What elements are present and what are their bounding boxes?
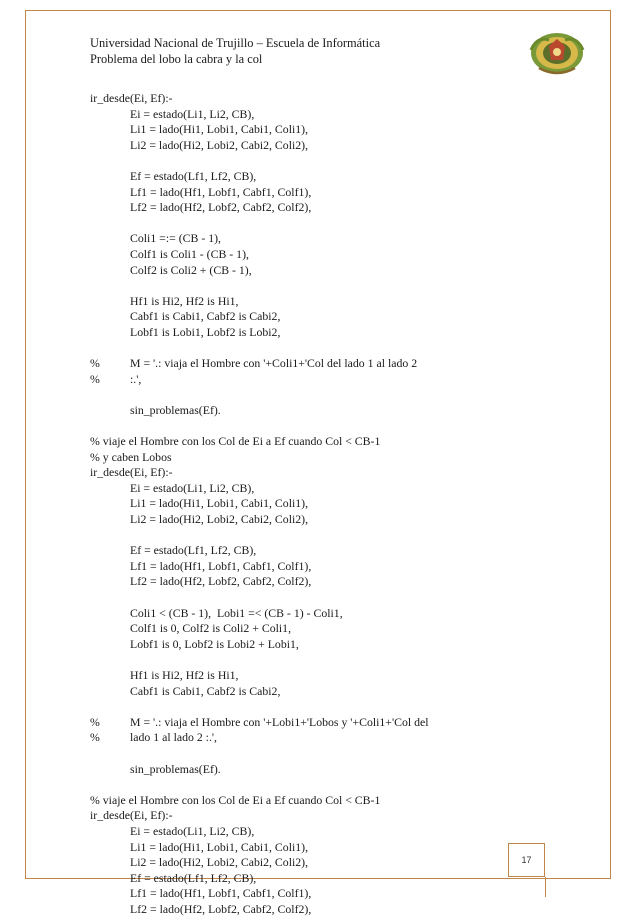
page-number-connector: [545, 877, 546, 897]
code-listing: [90, 91, 550, 917]
commented-line: [90, 715, 550, 731]
code-line: Lf1 = lado(Hf1, Lobf1, Cabf1, Colf1),: [130, 184, 312, 199]
code-line: Colf1 is 0, Colf2 is Coli2 + Coli1,: [130, 621, 292, 636]
code-line: Li1 = lado(Hi1, Lobi1, Cabi1, Coli1),: [130, 496, 309, 511]
code-line: Ef = estado(Lf1, Lf2, CB),: [130, 870, 257, 885]
code-line: Ef = estado(Lf1, Lf2, CB),: [130, 168, 257, 183]
code-line: Coli1 < (CB - 1), Lobi1 =< (CB - 1) - Coli1,: [130, 605, 343, 620]
code-line: Ef = estado(Lf1, Lf2, CB),: [130, 543, 257, 558]
code-line: Li2 = lado(Hi2, Lobi2, Cabi2, Coli2),: [130, 855, 309, 870]
code-line: Lf2 = lado(Hf2, Lobf2, Cabf2, Colf2),: [130, 901, 312, 916]
header-university: Universidad Nacional de Trujillo – Escuela de Informática: [90, 36, 381, 50]
comment-marker: %: [90, 371, 100, 386]
code-line: Colf2 is Coli2 + (CB - 1),: [130, 262, 252, 277]
comment-text: M = '.: viaja el Hombre con '+Coli1+'Col del lado 1 al lado 2: [130, 356, 418, 371]
code-line: Li2 = lado(Hi2, Lobi2, Cabi2, Coli2),: [130, 512, 309, 527]
code-line: Lf1 = lado(Hf1, Lobf1, Cabf1, Colf1),: [130, 886, 312, 901]
clause-head: ir_desde(Ei, Ef):-: [90, 465, 173, 480]
code-line: Cabf1 is Cabi1, Cabf2 is Cabi2,: [130, 309, 281, 324]
code-line: Colf1 is Coli1 - (CB - 1),: [130, 246, 249, 261]
clause-head: ir_desde(Ei, Ef):-: [90, 91, 173, 105]
code-line: Lobf1 is Lobi1, Lobf2 is Lobi2,: [130, 324, 281, 339]
code-line: Li1 = lado(Hi1, Lobi1, Cabi1, Coli1),: [130, 839, 309, 854]
comment-marker: %: [90, 714, 100, 729]
code-line: Lf2 = lado(Hf2, Lobf2, Cabf2, Colf2),: [130, 200, 312, 215]
code-line: Lf1 = lado(Hf1, Lobf1, Cabf1, Colf1),: [130, 558, 312, 573]
code-line: Coli1 =:= (CB - 1),: [130, 231, 221, 246]
comment-marker: %: [90, 730, 100, 745]
page-header: [90, 35, 380, 67]
comment-line: % viaje el Hombre con los Col de Ei a Ef cuando Col < CB-1: [90, 434, 381, 449]
code-line: Hf1 is Hi2, Hf2 is Hi1,: [130, 293, 239, 308]
code-line: Cabf1 is Cabi1, Cabf2 is Cabi2,: [130, 683, 281, 698]
comment-text: :.',: [130, 371, 142, 386]
comment-text: M = '.: viaja el Hombre con '+Lobi1+'Lobos y '+Coli1+'Col del: [130, 714, 429, 729]
code-line: Ei = estado(Li1, Li2, CB),: [130, 823, 255, 838]
header-title: Problema del lobo la cabra y la col: [90, 52, 263, 66]
code-line: Lobf1 is 0, Lobf2 is Lobi2 + Lobi1,: [130, 636, 299, 651]
code-line: Li1 = lado(Hi1, Lobi1, Cabi1, Coli1),: [130, 122, 309, 137]
clause-head: ir_desde(Ei, Ef):-: [90, 808, 173, 823]
code-line: Ei = estado(Li1, Li2, CB),: [130, 106, 255, 121]
page-number: 17: [508, 843, 545, 877]
comment-marker: %: [90, 356, 100, 371]
commented-line: [90, 372, 550, 388]
comment-line: % viaje el Hombre con los Col de Ei a Ef cuando Col < CB-1: [90, 792, 381, 807]
commented-line: [90, 730, 550, 746]
code-line: Ei = estado(Li1, Li2, CB),: [130, 480, 255, 495]
comment-line: % y caben Lobos: [90, 449, 172, 464]
code-line: sin_problemas(Ef).: [130, 402, 221, 417]
code-line: sin_problemas(Ef).: [130, 761, 221, 776]
university-seal-logo: [527, 26, 587, 78]
comment-text: lado 1 al lado 2 :.',: [130, 730, 217, 745]
commented-line: [90, 356, 550, 372]
code-line: Li2 = lado(Hi2, Lobi2, Cabi2, Coli2),: [130, 137, 309, 152]
code-line: Hf1 is Hi2, Hf2 is Hi1,: [130, 667, 239, 682]
code-line: Lf2 = lado(Hf2, Lobf2, Cabf2, Colf2),: [130, 574, 312, 589]
